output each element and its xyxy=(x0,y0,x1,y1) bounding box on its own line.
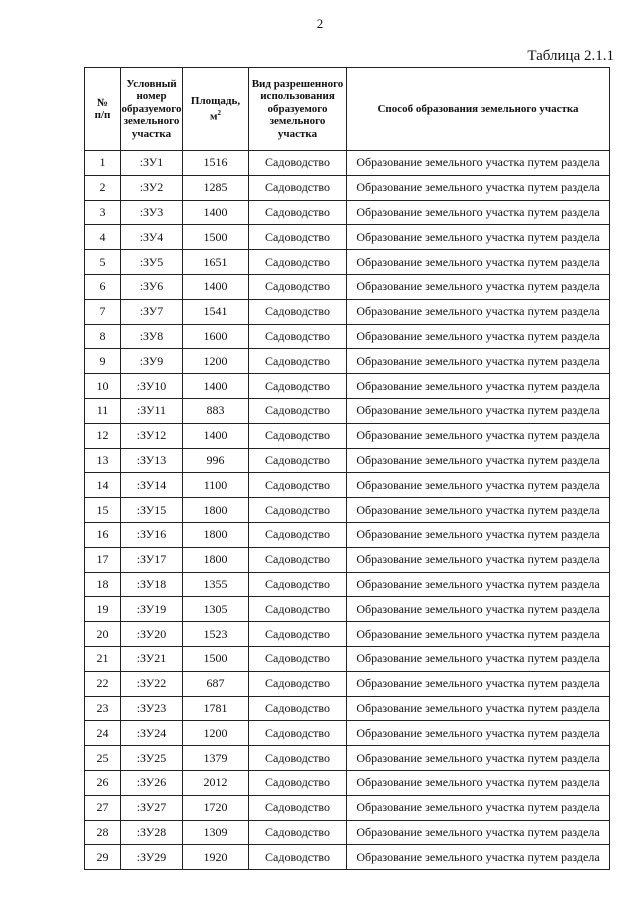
cell-number: 20 xyxy=(85,622,121,647)
cell-formation-method: Образование земельного участка путем раздела xyxy=(347,151,610,176)
cell-number: 18 xyxy=(85,572,121,597)
cell-number: 14 xyxy=(85,473,121,498)
cell-number: 8 xyxy=(85,324,121,349)
cell-area: 883 xyxy=(183,398,249,423)
cell-plot-code: :ЗУ2 xyxy=(121,175,183,200)
cell-area: 1500 xyxy=(183,225,249,250)
table-row xyxy=(85,151,610,176)
cell-area: 687 xyxy=(183,671,249,696)
table-row xyxy=(85,175,610,200)
cell-plot-code: :ЗУ16 xyxy=(121,522,183,547)
cell-formation-method: Образование земельного участка путем раздела xyxy=(347,274,610,299)
table-row xyxy=(85,696,610,721)
table-row xyxy=(85,473,610,498)
table-row xyxy=(85,845,610,870)
cell-formation-method: Образование земельного участка путем раздела xyxy=(347,696,610,721)
header-plot-code-text: Условный номер образуемого земельного участка xyxy=(121,77,182,140)
table-row xyxy=(85,498,610,523)
cell-formation-method: Образование земельного участка путем раздела xyxy=(347,746,610,771)
cell-area: 1500 xyxy=(183,646,249,671)
table-caption: Таблица 2.1.1 xyxy=(527,48,614,64)
cell-number: 12 xyxy=(85,423,121,448)
cell-permitted-use: Садоводство xyxy=(249,374,347,399)
table-row xyxy=(85,597,610,622)
cell-area: 2012 xyxy=(183,770,249,795)
cell-permitted-use: Садоводство xyxy=(249,547,347,572)
cell-formation-method: Образование земельного участка путем раздела xyxy=(347,572,610,597)
cell-area: 1781 xyxy=(183,696,249,721)
cell-area: 1100 xyxy=(183,473,249,498)
cell-area: 1800 xyxy=(183,498,249,523)
cell-permitted-use: Садоводство xyxy=(249,349,347,374)
table-row xyxy=(85,522,610,547)
cell-number: 19 xyxy=(85,597,121,622)
cell-formation-method: Образование земельного участка путем раздела xyxy=(347,299,610,324)
cell-number: 10 xyxy=(85,374,121,399)
header-plot-code xyxy=(121,68,183,151)
cell-number: 17 xyxy=(85,547,121,572)
cell-plot-code: :ЗУ5 xyxy=(121,250,183,275)
cell-permitted-use: Садоводство xyxy=(249,696,347,721)
cell-number: 15 xyxy=(85,498,121,523)
cell-area: 1800 xyxy=(183,547,249,572)
cell-plot-code: :ЗУ19 xyxy=(121,597,183,622)
cell-permitted-use: Садоводство xyxy=(249,423,347,448)
cell-plot-code: :ЗУ29 xyxy=(121,845,183,870)
cell-plot-code: :ЗУ14 xyxy=(121,473,183,498)
cell-area: 1400 xyxy=(183,423,249,448)
cell-number: 22 xyxy=(85,671,121,696)
cell-formation-method: Образование земельного участка путем раздела xyxy=(347,175,610,200)
cell-permitted-use: Садоводство xyxy=(249,398,347,423)
cell-plot-code: :ЗУ9 xyxy=(121,349,183,374)
cell-plot-code: :ЗУ4 xyxy=(121,225,183,250)
cell-permitted-use: Садоводство xyxy=(249,746,347,771)
table-row xyxy=(85,225,610,250)
table-row xyxy=(85,398,610,423)
cell-plot-code: :ЗУ15 xyxy=(121,498,183,523)
cell-permitted-use: Садоводство xyxy=(249,597,347,622)
cell-number: 5 xyxy=(85,250,121,275)
cell-plot-code: :ЗУ6 xyxy=(121,274,183,299)
cell-permitted-use: Садоводство xyxy=(249,671,347,696)
table-row xyxy=(85,671,610,696)
cell-permitted-use: Садоводство xyxy=(249,324,347,349)
cell-formation-method: Образование земельного участка путем раздела xyxy=(347,820,610,845)
cell-formation-method: Образование земельного участка путем раздела xyxy=(347,721,610,746)
cell-area: 1516 xyxy=(183,151,249,176)
header-formation-method: Способ образования земельного участка xyxy=(347,68,610,151)
table-row xyxy=(85,547,610,572)
cell-number: 11 xyxy=(85,398,121,423)
table-row xyxy=(85,200,610,225)
cell-number: 26 xyxy=(85,770,121,795)
cell-plot-code: :ЗУ1 xyxy=(121,151,183,176)
cell-formation-method: Образование земельного участка путем раздела xyxy=(347,374,610,399)
cell-area: 1920 xyxy=(183,845,249,870)
cell-number: 2 xyxy=(85,175,121,200)
cell-formation-method: Образование земельного участка путем раздела xyxy=(347,349,610,374)
cell-permitted-use: Садоводство xyxy=(249,151,347,176)
table-body xyxy=(85,151,610,870)
cell-number: 7 xyxy=(85,299,121,324)
cell-permitted-use: Садоводство xyxy=(249,274,347,299)
cell-number: 27 xyxy=(85,795,121,820)
cell-area: 1400 xyxy=(183,374,249,399)
table-row xyxy=(85,622,610,647)
cell-formation-method: Образование земельного участка путем раздела xyxy=(347,448,610,473)
cell-formation-method: Образование земельного участка путем раздела xyxy=(347,622,610,647)
cell-permitted-use: Садоводство xyxy=(249,299,347,324)
cell-area: 1200 xyxy=(183,349,249,374)
cell-plot-code: :ЗУ7 xyxy=(121,299,183,324)
cell-area: 1379 xyxy=(183,746,249,771)
cell-permitted-use: Садоводство xyxy=(249,522,347,547)
cell-area: 1285 xyxy=(183,175,249,200)
table-row xyxy=(85,349,610,374)
cell-plot-code: :ЗУ24 xyxy=(121,721,183,746)
cell-formation-method: Образование земельного участка путем раздела xyxy=(347,646,610,671)
header-area xyxy=(183,68,249,151)
table-row xyxy=(85,324,610,349)
cell-permitted-use: Садоводство xyxy=(249,721,347,746)
cell-permitted-use: Садоводство xyxy=(249,622,347,647)
cell-formation-method: Образование земельного участка путем раздела xyxy=(347,547,610,572)
cell-permitted-use: Садоводство xyxy=(249,175,347,200)
header-area-unit-sup: 2 xyxy=(217,109,221,118)
cell-number: 23 xyxy=(85,696,121,721)
cell-area: 1400 xyxy=(183,274,249,299)
cell-number: 1 xyxy=(85,151,121,176)
cell-permitted-use: Садоводство xyxy=(249,200,347,225)
cell-plot-code: :ЗУ18 xyxy=(121,572,183,597)
table-row xyxy=(85,299,610,324)
cell-area: 1523 xyxy=(183,622,249,647)
cell-permitted-use: Садоводство xyxy=(249,572,347,597)
cell-formation-method: Образование земельного участка путем раздела xyxy=(347,398,610,423)
land-plots-table xyxy=(84,67,610,870)
cell-area: 1651 xyxy=(183,250,249,275)
cell-formation-method: Образование земельного участка путем раздела xyxy=(347,671,610,696)
cell-area: 1355 xyxy=(183,572,249,597)
cell-permitted-use: Садоводство xyxy=(249,845,347,870)
cell-plot-code: :ЗУ13 xyxy=(121,448,183,473)
table-row xyxy=(85,448,610,473)
cell-plot-code: :ЗУ28 xyxy=(121,820,183,845)
cell-formation-method: Образование земельного участка путем раздела xyxy=(347,522,610,547)
cell-permitted-use: Садоводство xyxy=(249,498,347,523)
header-permitted-use: Вид разрешенного использования образуемого земельного участка xyxy=(249,68,347,151)
cell-area: 996 xyxy=(183,448,249,473)
table-row xyxy=(85,820,610,845)
cell-area: 1541 xyxy=(183,299,249,324)
cell-plot-code: :ЗУ21 xyxy=(121,646,183,671)
table-row xyxy=(85,374,610,399)
cell-permitted-use: Садоводство xyxy=(249,770,347,795)
table-header-row xyxy=(85,68,610,151)
cell-area: 1309 xyxy=(183,820,249,845)
cell-plot-code: :ЗУ27 xyxy=(121,795,183,820)
cell-number: 25 xyxy=(85,746,121,771)
cell-formation-method: Образование земельного участка путем раздела xyxy=(347,597,610,622)
cell-permitted-use: Садоводство xyxy=(249,795,347,820)
cell-plot-code: :ЗУ12 xyxy=(121,423,183,448)
cell-formation-method: Образование земельного участка путем раздела xyxy=(347,200,610,225)
table-row xyxy=(85,770,610,795)
cell-formation-method: Образование земельного участка путем раздела xyxy=(347,324,610,349)
cell-permitted-use: Садоводство xyxy=(249,473,347,498)
cell-area: 1305 xyxy=(183,597,249,622)
cell-permitted-use: Садоводство xyxy=(249,820,347,845)
cell-number: 6 xyxy=(85,274,121,299)
table-row xyxy=(85,795,610,820)
cell-permitted-use: Садоводство xyxy=(249,448,347,473)
cell-permitted-use: Садоводство xyxy=(249,646,347,671)
table-row xyxy=(85,274,610,299)
cell-plot-code: :ЗУ3 xyxy=(121,200,183,225)
table-row xyxy=(85,646,610,671)
cell-formation-method: Образование земельного участка путем раздела xyxy=(347,770,610,795)
cell-plot-code: :ЗУ22 xyxy=(121,671,183,696)
cell-permitted-use: Садоводство xyxy=(249,250,347,275)
header-number-abbr: п/п xyxy=(94,109,111,121)
cell-plot-code: :ЗУ17 xyxy=(121,547,183,572)
cell-plot-code: :ЗУ26 xyxy=(121,770,183,795)
cell-plot-code: :ЗУ8 xyxy=(121,324,183,349)
cell-plot-code: :ЗУ23 xyxy=(121,696,183,721)
cell-area: 1720 xyxy=(183,795,249,820)
cell-number: 28 xyxy=(85,820,121,845)
page-number: 2 xyxy=(316,16,324,31)
cell-formation-method: Образование земельного участка путем раздела xyxy=(347,845,610,870)
cell-formation-method: Образование земельного участка путем раздела xyxy=(347,473,610,498)
cell-number: 3 xyxy=(85,200,121,225)
cell-number: 16 xyxy=(85,522,121,547)
cell-formation-method: Образование земельного участка путем раздела xyxy=(347,795,610,820)
cell-plot-code: :ЗУ10 xyxy=(121,374,183,399)
table-row xyxy=(85,250,610,275)
table-row xyxy=(85,746,610,771)
cell-formation-method: Образование земельного участка путем раздела xyxy=(347,250,610,275)
header-area-label: Площадь, xyxy=(190,94,241,107)
cell-formation-method: Образование земельного участка путем раздела xyxy=(347,423,610,448)
cell-number: 21 xyxy=(85,646,121,671)
table-row xyxy=(85,721,610,746)
cell-plot-code: :ЗУ25 xyxy=(121,746,183,771)
cell-area: 1800 xyxy=(183,522,249,547)
cell-number: 9 xyxy=(85,349,121,374)
cell-formation-method: Образование земельного участка путем раздела xyxy=(347,225,610,250)
table-row xyxy=(85,572,610,597)
cell-number: 4 xyxy=(85,225,121,250)
cell-area: 1600 xyxy=(183,324,249,349)
cell-plot-code: :ЗУ11 xyxy=(121,398,183,423)
cell-area: 1200 xyxy=(183,721,249,746)
header-area-unit: м xyxy=(210,110,218,123)
cell-plot-code: :ЗУ20 xyxy=(121,622,183,647)
header-number-sign: № xyxy=(96,96,109,109)
header-number xyxy=(85,68,121,151)
cell-number: 29 xyxy=(85,845,121,870)
cell-formation-method: Образование земельного участка путем раздела xyxy=(347,498,610,523)
table-row xyxy=(85,423,610,448)
cell-permitted-use: Садоводство xyxy=(249,225,347,250)
cell-area: 1400 xyxy=(183,200,249,225)
cell-number: 24 xyxy=(85,721,121,746)
cell-number: 13 xyxy=(85,448,121,473)
